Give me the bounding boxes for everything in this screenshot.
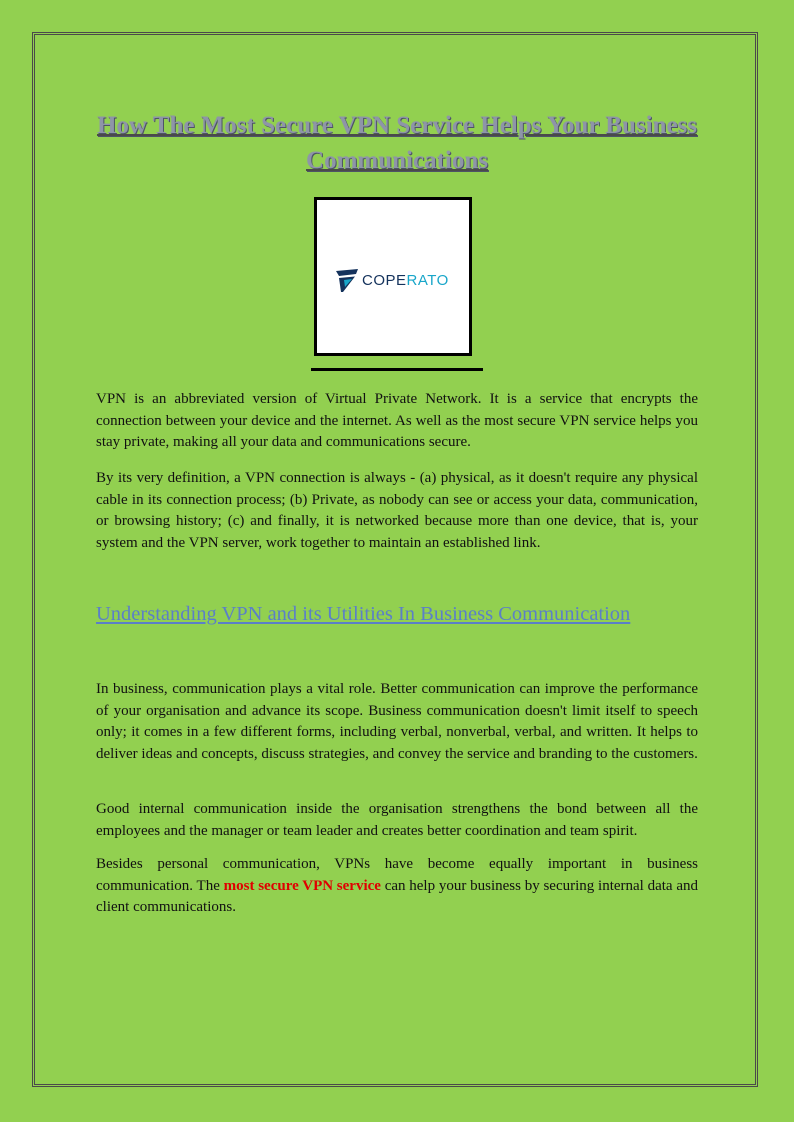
page-border [32,32,758,1087]
paragraph-definition: By its very definition, a VPN connection is always - (a) physical, as it doesn't require any physical cable in its connection process; (b) Private, as nobody can see or access your data, communication, or browsing history; (c) and finally, it is networked because more than one device, that is, your system and the VPN server, work together to maintain an established link. [96,470,698,551]
company-logo [314,197,472,356]
coperato-logo-icon [335,268,359,294]
logo-underline [311,368,483,371]
paragraph-business: In business, communication plays a vital role. Better communication can improve the performance of your organisation and advance its scope. Business communication doesn't limit itself to speech only; it comes in a few different forms, including verbal, nonverbal, verbal, and written. It helps to deliver ideas and concepts, discuss strategies, and convey the service and branding to the customers. [96,681,698,762]
paragraph-internal: Good internal communication inside the organisation strengthens the bond between all the employees and the manager or team leader and creates better coordination and team spirit. [96,801,698,839]
vpn-service-link[interactable]: most secure VPN service [223,877,381,894]
section-heading-link[interactable]: Understanding VPN and its Utilities In Business Communication [96,603,631,625]
logo-wordmark: COPERATO [362,272,449,289]
paragraph-intro: VPN is an abbreviated version of Virtual Private Network. It is a service that encrypts the connection between your device and the internet. As well as the most secure VPN service helps you stay private, making all your data and communications secure. [96,391,698,450]
paragraph-vpn-business: Besides personal communication, VPNs have become equally important in business communication. The most secure VPN service can help your business by securing internal data and client communications. [96,856,698,915]
document-title: How The Most Secure VPN Service Helps Your Business Communications [96,112,697,174]
